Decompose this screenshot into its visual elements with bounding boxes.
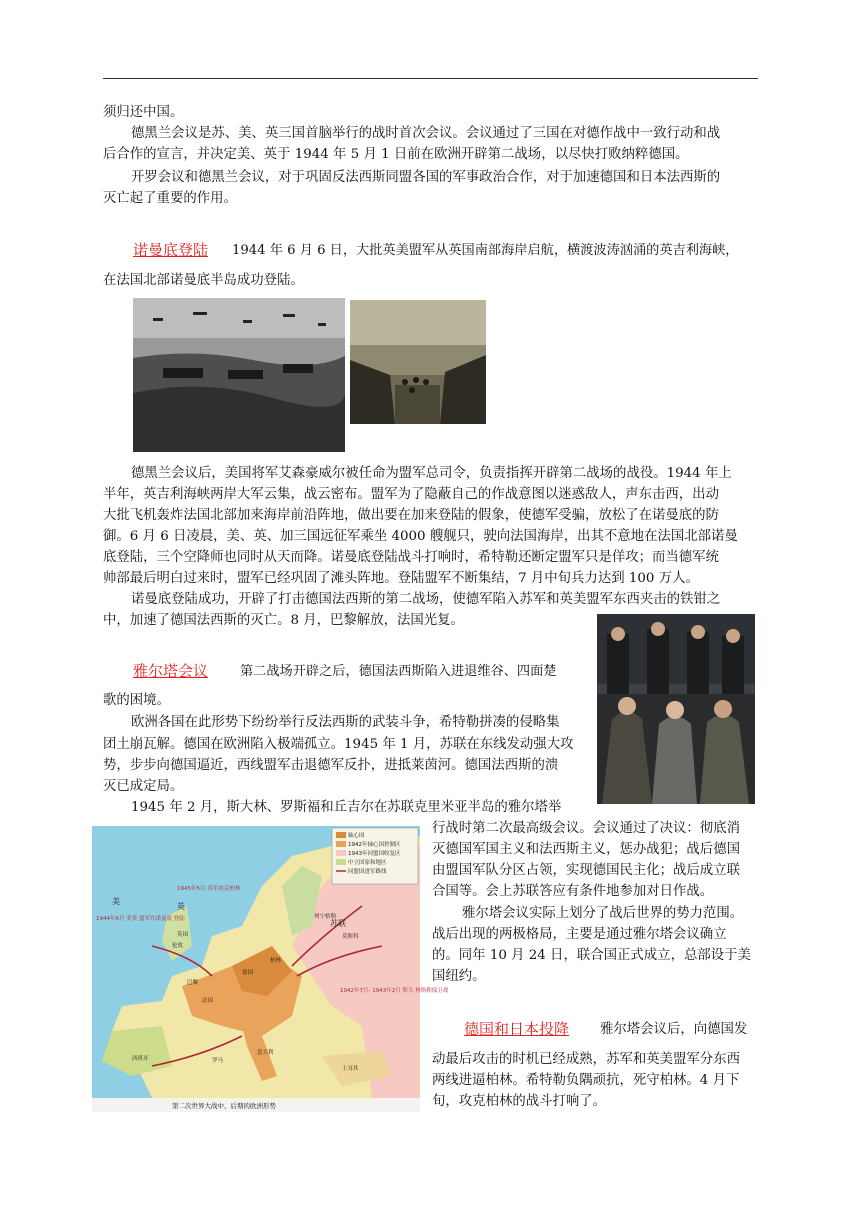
map-label: 英	[177, 902, 185, 911]
text-line: 1945 年 2 月，斯大林、罗斯福和丘吉尔在苏联克里米亚半岛的雅尔塔举	[131, 800, 562, 815]
text-line: 开罗会议和德黑兰会议，对于巩固反法西斯同盟各国的军事政治合作，对于加速德国和日本法西斯的	[131, 170, 721, 185]
heading-surrender: 德国和日本投降	[464, 1020, 570, 1038]
text-line: 团土崩瓦解。德国在欧洲陷入极端孤立。1945 年 1 月，苏联在东线发动强大攻	[103, 737, 574, 752]
map-legend-item: 轴心国	[348, 833, 365, 839]
map-label: 意大利	[257, 1050, 274, 1056]
text-line: 歌的困境。	[103, 693, 170, 708]
text-line: 行战时第二次最高级会议。会议通过了决议：彻底消	[432, 821, 740, 836]
header-rule	[103, 78, 758, 79]
map-legend-item: 1942年轴心国控制区	[348, 842, 401, 848]
text-line: 在法国北部诺曼底半岛成功登陆。	[103, 273, 304, 288]
text-line: 势，步步向德国逼近，西线盟军击退德军反扑，进抵莱茵河。德国法西斯的溃	[103, 758, 559, 773]
text-line: 中，加速了德国法西斯的灭亡。8 月，巴黎解放，法国光复。	[103, 613, 464, 628]
map-label: 莫斯科	[342, 934, 359, 940]
text-line: 两线进逼柏林。希特勒负隅顽抗，死守柏林。4 月下	[432, 1073, 740, 1088]
text-line: 雅尔塔会议后，向德国发	[600, 1022, 748, 1037]
heading-yalta: 雅尔塔会议	[133, 662, 209, 680]
text-line: 诺曼底登陆成功，开辟了打击德国法西斯的第二战场，使德军陷入苏军和英美盟军东西夹击的铁钳之	[131, 592, 721, 607]
text-line: 德黑兰会议后，美国将军艾森豪威尔被任命为盟军总司令，负责指挥开辟第二战场的战役。1944 年上	[131, 466, 732, 481]
heading-normandy: 诺曼底登陆	[133, 241, 209, 259]
map-legend-item: 同盟国进军路线	[348, 869, 387, 875]
map-label: 罗马	[212, 1058, 224, 1064]
text-line: 底登陆，三个空降师也同时从天而降。诺曼底登陆战斗打响时，希特勒还断定盟军只是佯攻；而当德军统	[103, 550, 719, 565]
map-label: 土耳其	[342, 1066, 359, 1072]
text-line: 须归还中国。	[103, 105, 184, 120]
map-label: 苏联	[330, 919, 346, 928]
map-label: 英国	[177, 932, 189, 938]
text-line: 第二战场开辟之后，德国法西斯陷入进退维谷、四面楚	[240, 664, 557, 679]
map-label: 柏林	[270, 958, 282, 964]
normandy-beach-photo	[133, 298, 345, 452]
map-label: 美	[112, 897, 120, 906]
map-caption: 第二次世界大战中、后期的欧洲形势	[172, 1102, 276, 1110]
yalta-leaders-photo	[597, 614, 755, 804]
map-note: 1942年7月- 1943年2月 斯大 林格勒保卫战	[340, 988, 449, 994]
text-line: 雅尔塔会议实际上划分了战后世界的势力范围。	[462, 906, 744, 921]
text-line: 由盟国军队分区占领，实现德国民主化；战后成立联	[432, 863, 740, 878]
map-label: 德国	[242, 970, 254, 976]
text-line: 灭亡起了重要的作用。	[103, 191, 237, 206]
text-line: 战后出现的两极格局，主要是通过雅尔塔会议确立	[432, 927, 727, 942]
text-line: 帅部最后明白过来时，盟军已经巩固了滩头阵地。登陆盟军不断集结，7 月中旬兵力达到 100 万人。	[103, 571, 699, 586]
map-label: 巴黎	[187, 980, 199, 986]
map-note: 1944年6月 美英 盟军在诺曼底 登陆	[96, 916, 185, 922]
text-line: 后合作的宣言，并决定美、英于 1944 年 5 月 1 日前在欧洲开辟第二战场，以尽快打败纳粹德国。	[103, 147, 689, 162]
map-legend-item: 中立国家和地区	[348, 860, 387, 866]
map-note: 1945年5月 苏军攻克柏林	[177, 886, 241, 892]
text-line: 德黑兰会议是苏、美、英三国首脑举行的战时首次会议。会议通过了三国在对德作战中一致行动和战	[131, 126, 721, 141]
map-label: 西班牙	[132, 1056, 149, 1062]
text-line: 御。6 月 6 日凌晨，美、英、加三国远征军乘坐 4000 艘舰只，驶向法国海岸，出其不意地在法国北部诺曼	[103, 529, 738, 544]
text-line: 欧洲各国在此形势下纷纷举行反法西斯的武装斗争，希特勒拼凑的侵略集	[131, 715, 560, 730]
text-line: 半年，英吉利海峡两岸大军云集，战云密布。盟军为了隐蔽自己的作战意图以迷惑敌人，声东击西，出动	[103, 487, 719, 502]
map-label: 列宁格勒	[314, 914, 337, 920]
text-line: 合国等。会上苏联答应有条件地参加对日作战。	[432, 884, 714, 899]
map-label: 伦敦	[172, 943, 184, 949]
map-label: 法国	[202, 998, 214, 1004]
text-line: 动最后攻击的时机已经成熟，苏军和英美盟军分东西	[432, 1052, 740, 1067]
landing-craft-photo	[350, 300, 486, 424]
text-line: 1944 年 6 月 6 日，大批英美盟军从英国南部海岸启航，横渡波涛汹涌的英吉利海峡，	[232, 243, 739, 258]
europe-map	[92, 826, 449, 1112]
text-line: 国纽约。	[432, 969, 486, 984]
text-line: 的。同年 10 月 24 日，联合国正式成立，总部设于美	[432, 948, 751, 963]
text-line: 灭德国军国主义和法西斯主义，惩办战犯；战后德国	[432, 842, 740, 857]
text-line: 灭已成定局。	[103, 779, 184, 794]
text-line: 旬，攻克柏林的战斗打响了。	[432, 1094, 607, 1109]
map-legend-item: 1943年同盟国收复区	[348, 851, 401, 857]
text-line: 大批飞机轰炸法国北部加来海岸前沿阵地，做出要在加来登陆的假象，使德军受骗，放松了在诺曼底的防	[103, 508, 719, 523]
